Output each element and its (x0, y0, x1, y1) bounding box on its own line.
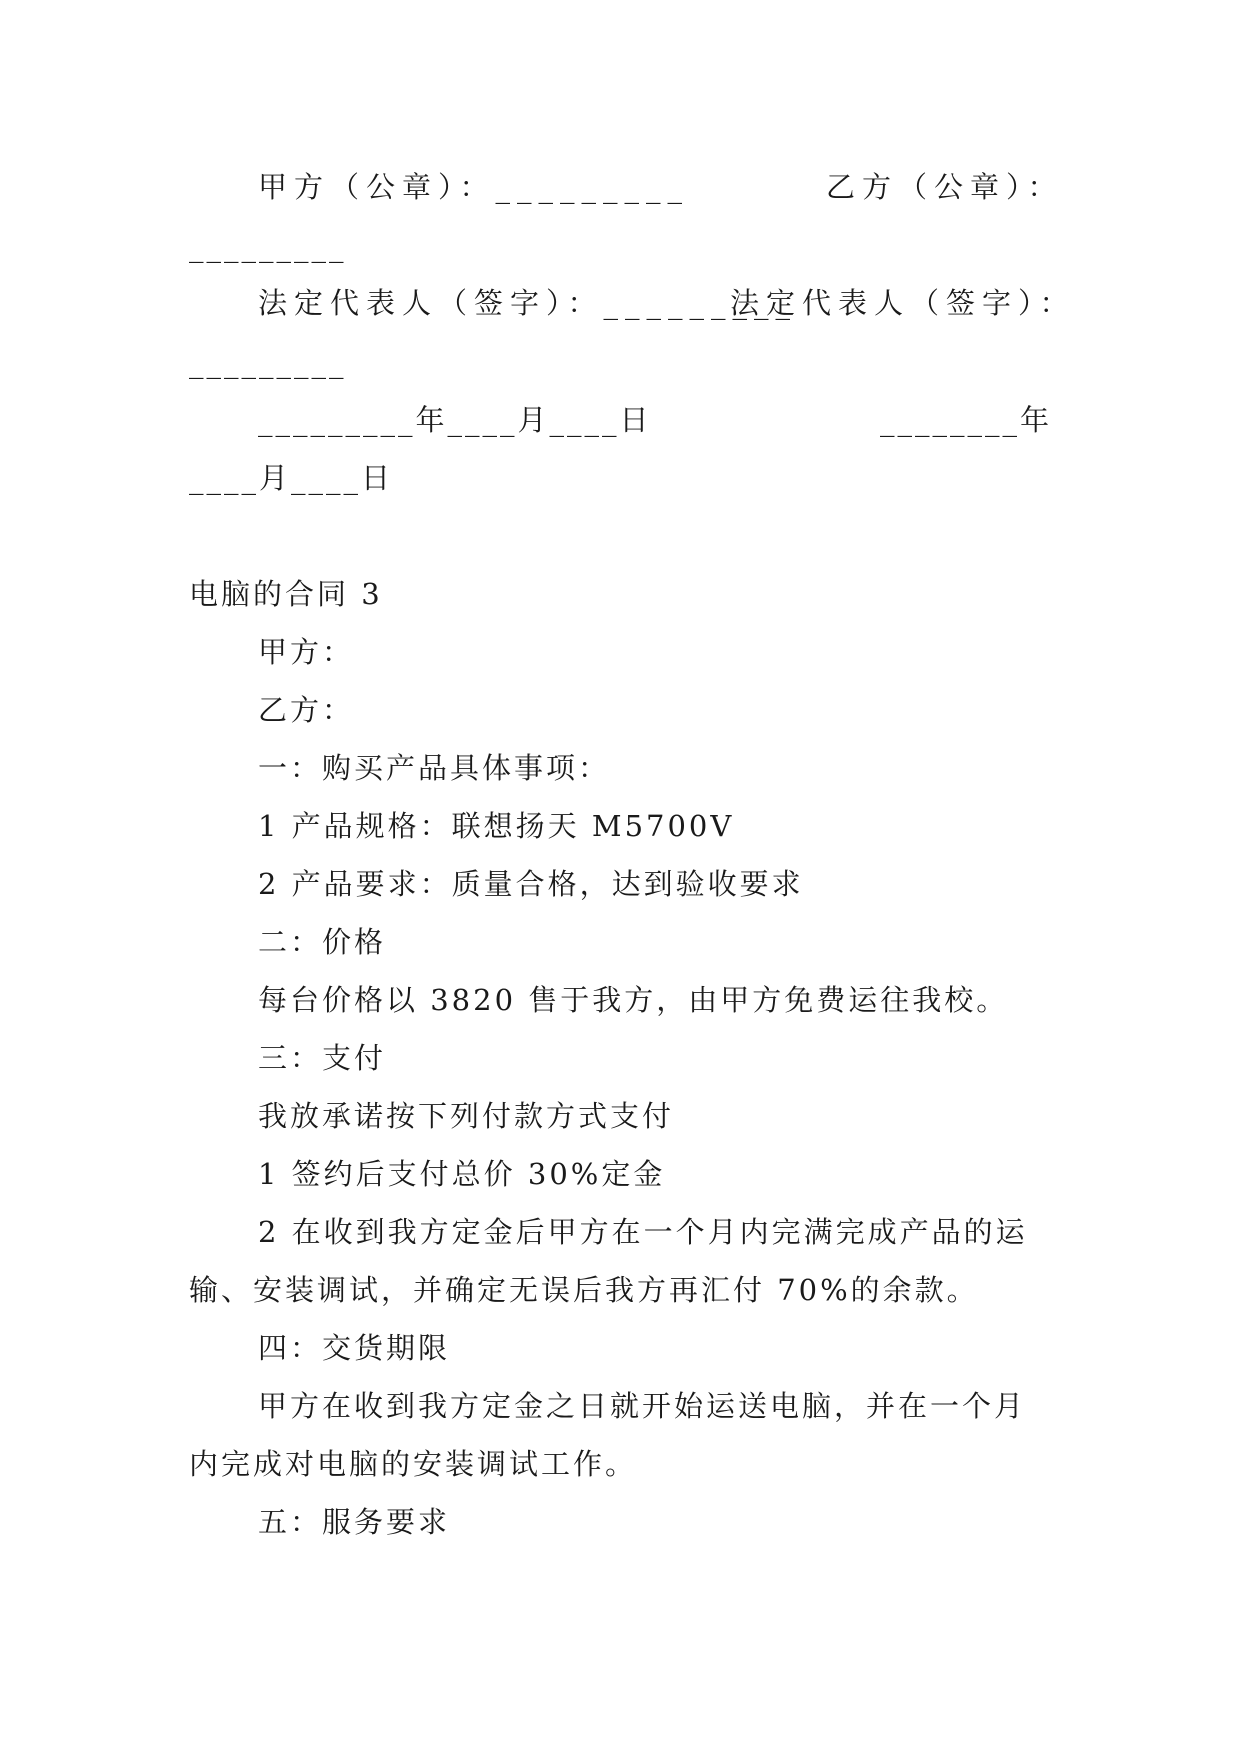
rep-b-signature-line: 法定代表人（签字）： (730, 286, 1076, 320)
rep-a-signature-line: 法定代表人（签字）：_________ (258, 286, 798, 320)
price-paragraph: 每台价格以 3820 售于我方，由甲方免费运往我校。 (258, 983, 1009, 1017)
delivery-line-2: 内完成对电脑的安装调试工作。 (189, 1447, 638, 1481)
date-b-continued: ____月____日 (189, 461, 394, 495)
section-1-item-2: 2 产品要求：质量合格，达到验收要求 (258, 867, 804, 901)
payment-item-2-line-2: 输、安装调试，并确定无误后我方再汇付 70%的余款。 (189, 1273, 979, 1307)
delivery-line-1: 甲方在收到我方定金之日就开始运送电脑，并在一个月 (258, 1389, 1027, 1423)
date-b-line: ________年 (880, 403, 1053, 437)
party-b-seal-blank: _________ (189, 229, 347, 263)
payment-item-1: 1 签约后支付总价 30%定金 (258, 1157, 666, 1191)
party-b-label: 乙方： (258, 693, 355, 727)
payment-item-2-line-1: 2 在收到我方定金后甲方在一个月内完满完成产品的运 (258, 1215, 1028, 1249)
section-2-title: 二：价格 (258, 925, 387, 959)
date-a-line: _________年____月____日 (258, 403, 652, 437)
party-a-seal-line: 甲方（公章）：_________ (258, 170, 690, 204)
contract-title: 电脑的合同 3 (189, 577, 383, 611)
section-1-item-1: 1 产品规格：联想扬天 M5700V (258, 809, 735, 843)
section-3-title: 三：支付 (258, 1041, 387, 1075)
section-1-title: 一：购买产品具体事项： (258, 751, 611, 785)
section-5-title: 五：服务要求 (258, 1505, 451, 1539)
rep-b-signature-blank: _________ (189, 345, 347, 379)
party-b-seal-line: 乙方（公章）： (826, 170, 1064, 204)
payment-intro: 我放承诺按下列付款方式支付 (258, 1099, 675, 1133)
party-a-label: 甲方： (258, 635, 355, 669)
section-4-title: 四：交货期限 (258, 1331, 451, 1365)
